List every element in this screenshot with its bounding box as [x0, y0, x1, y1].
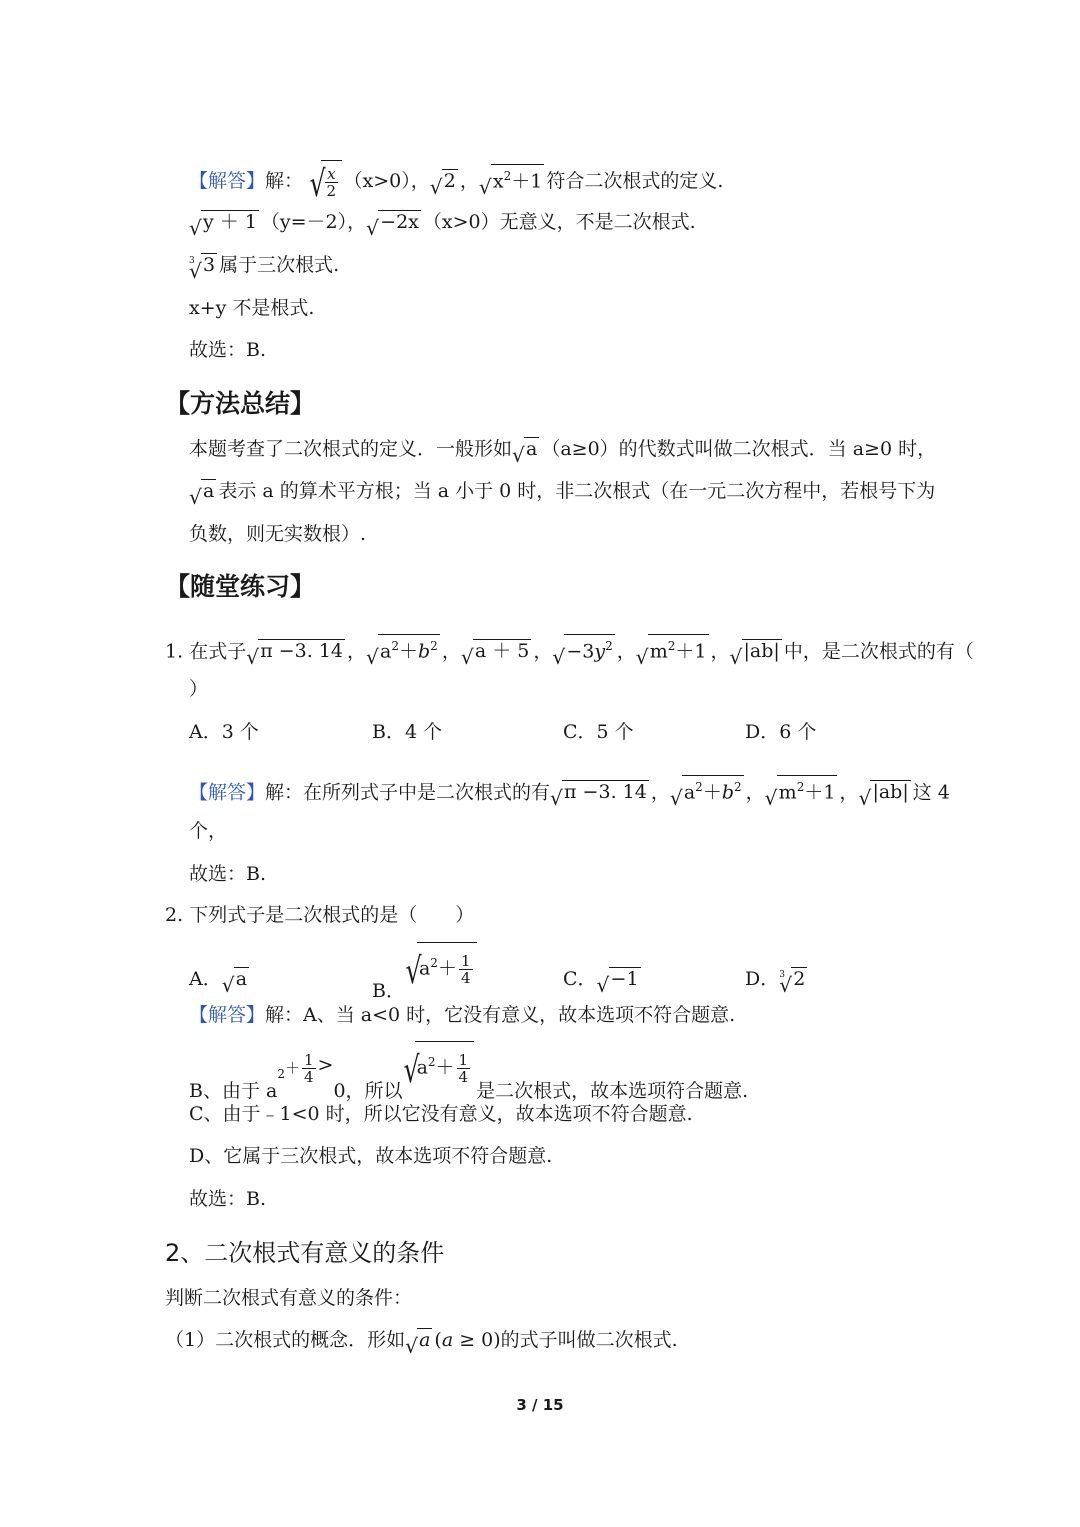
section2-heading: 2、二次根式有意义的条件 — [165, 1239, 445, 1267]
q2-answer-c: C、由于﹣1<0 时，所以它没有意义，故本选项不符合题意. — [189, 1103, 693, 1125]
q2-answer-b: B、由于 $a^2+$ $\frac{1}{4}$ >0，所以√ $a^2+$ $\frac{1}{4}$ 是二次根式，故本选项符合题意. — [189, 1041, 748, 1085]
q1-number: 1. — [165, 640, 184, 663]
q2-answer-tag: 【解答】 — [189, 1004, 266, 1026]
q2-option-d-label: D． — [745, 968, 780, 990]
q2-choice: 故选：B. — [189, 1188, 267, 1210]
q2-option-c-label: C． — [563, 968, 597, 990]
line2-a: （y=－2）， — [260, 211, 367, 233]
q1-choice: 故选：B. — [189, 863, 267, 885]
sqrt-a-2: √ a — [189, 477, 216, 505]
sqrt-a2-plus-quarter: √ $a^2+$ $\frac{1}{4}$ — [405, 942, 477, 986]
q1-answer-tag: 【解答】 — [189, 781, 266, 804]
answer-line-2 — [189, 208, 696, 236]
sqrt-pi-minus-3-14: √ π −3. 14 — [246, 637, 345, 665]
q1-option-d: D．6 个 — [745, 721, 817, 743]
section2-intro: 判断二次根式有意义的条件： — [165, 1287, 413, 1309]
q2-answer-b2: 0，所以 — [333, 1080, 403, 1103]
q1-tail: 中，是二次根式的有（ — [783, 640, 974, 663]
sqrt-abs-ab-b: √ |ab| — [858, 778, 910, 806]
answer-lead: 解： — [265, 170, 304, 192]
sqrt-a2-b2-b: √ $a^2+b^2$ — [670, 775, 744, 806]
q1-option-a: A．3 个 — [189, 721, 259, 743]
sqrt-2: √ 2 — [430, 167, 458, 195]
answer-tail: 符合二次根式的定义. — [546, 170, 724, 192]
q2-number: 2. — [165, 904, 184, 926]
method-p3: 负数，则无实数根）. — [189, 523, 367, 545]
page-number: 3 / 15 — [516, 1396, 564, 1414]
answer-sep1: （x>0）， — [343, 170, 430, 192]
q1-answer-tail: 这 4 — [912, 781, 950, 804]
q2-option-a — [189, 965, 251, 993]
answer-line-3 — [189, 251, 339, 279]
q2-option-d — [745, 965, 809, 993]
question-1: 1. 在式子√ π −3. 14 ，√ $a^2+b^2$ ，√ a ＋ 5 ，√ $-3y^2$ ，√ $m^2+1$ ，√ |ab| 中，是二次根式的有（ — [165, 634, 974, 665]
q1-answer-cont: 个， — [189, 820, 228, 842]
q2-answer-b1: B、由于 a — [189, 1080, 278, 1103]
method-p1b: （a≥0）的代数式叫做二次根式．当 a≥0 时， — [541, 438, 937, 460]
q2-option-b-label: B． — [372, 980, 405, 1003]
q1-option-b: B．4 个 — [372, 721, 443, 743]
q1-option-c: C．5 个 — [563, 721, 634, 743]
q2-answer-b3: 是二次根式，故本选项符合题意. — [476, 1080, 749, 1103]
q2-answer-d: D、它属于三次根式，故本选项不符合题意. — [189, 1145, 553, 1167]
sqrt-x2-plus-1: √ $x^2+1$ — [479, 164, 544, 195]
q1-close: ） — [189, 678, 209, 700]
q2-option-c — [563, 965, 643, 993]
sqrt-a2-b2: √ $a^2+b^2$ — [366, 634, 440, 665]
section2-item1a: （1）二次根式的概念．形如 — [165, 1329, 406, 1351]
method-p1a: 本题考查了二次根式的定义．一般形如 — [189, 438, 513, 460]
section2-item1: （1）二次根式的概念．形如√ a (a ≥ 0)的式子叫做二次根式. — [165, 1326, 678, 1354]
sqrt-a: √ a — [512, 435, 539, 463]
sqrt-a-opt: √ a — [222, 965, 249, 993]
q2-stem: 下列式子是二次根式的是（ ） — [189, 904, 475, 926]
sqrt-neg-1: √ −1 — [597, 965, 641, 993]
sqrt-abs-ab: √ |ab| — [730, 637, 782, 665]
cube-root-3: √ 3 3 — [189, 251, 217, 279]
sqrt-y-plus-1: √ y ＋ 1 — [189, 208, 259, 236]
q2-answer-a-text: 解：A、当 a<0 时，它没有意义，故本选项不符合题意. — [265, 1004, 736, 1026]
sqrt-a-cond: √ a — [405, 1326, 432, 1354]
q1-lead: 在式子 — [189, 640, 247, 663]
answer-tag: 【解答】 — [189, 170, 266, 192]
q2-option-a-label: A． — [189, 968, 222, 990]
method-p2 — [189, 477, 935, 505]
section2-item1b: 的式子叫做二次根式. — [500, 1329, 678, 1351]
sqrt-m2-plus-1-b: √ $m^2+1$ — [765, 775, 838, 806]
method-heading: 【方法总结】 — [165, 389, 316, 418]
q1-answer-lead: 解：在所列式子中是二次根式的有 — [265, 781, 551, 804]
sqrt-neg-3y2: √ $-3y^2$ — [552, 634, 614, 665]
practice-heading: 【随堂练习】 — [165, 572, 316, 601]
sqrt-pi-minus-3-14-b: √ π −3. 14 — [550, 778, 649, 806]
answer-line-4: x+y 不是根式. — [189, 297, 315, 319]
cube-root-2: √ 3 2 — [779, 965, 807, 993]
answer-choice: 故选：B. — [189, 339, 267, 361]
method-p1 — [189, 435, 936, 463]
q1-answer: 【解答】解：在所列式子中是二次根式的有√ π −3. 14 ，√ $a^2+b^2$ ，√ $m^2+1$ ，√ |ab| 这 4 — [189, 775, 950, 806]
answer-sep2: ， — [459, 170, 479, 192]
sqrt-neg-2x: √ −2x — [366, 208, 421, 236]
sqrt-a-plus-5: √ a ＋ 5 — [461, 637, 532, 665]
line3-text: 属于三次根式. — [219, 254, 340, 276]
method-p2-text: 表示 a 的算术平方根；当 a 小于 0 时，非二次根式（在一元二次方程中，若根号下为 — [218, 480, 936, 502]
sqrt-x-over-2: √ $\frac{x}{2}$ — [309, 160, 341, 199]
q2-answer-a — [189, 1001, 735, 1029]
question-2 — [165, 901, 474, 929]
sqrt-m2-plus-1: √ $m^2+1$ — [636, 634, 709, 665]
line2-b: （x>0）无意义，不是二次根式. — [422, 211, 696, 233]
q2-option-b — [372, 942, 479, 1003]
answer-line-1 — [189, 160, 723, 199]
sqrt-a2-plus-quarter-b: √ $a^2+$ $\frac{1}{4}$ — [403, 1041, 475, 1085]
